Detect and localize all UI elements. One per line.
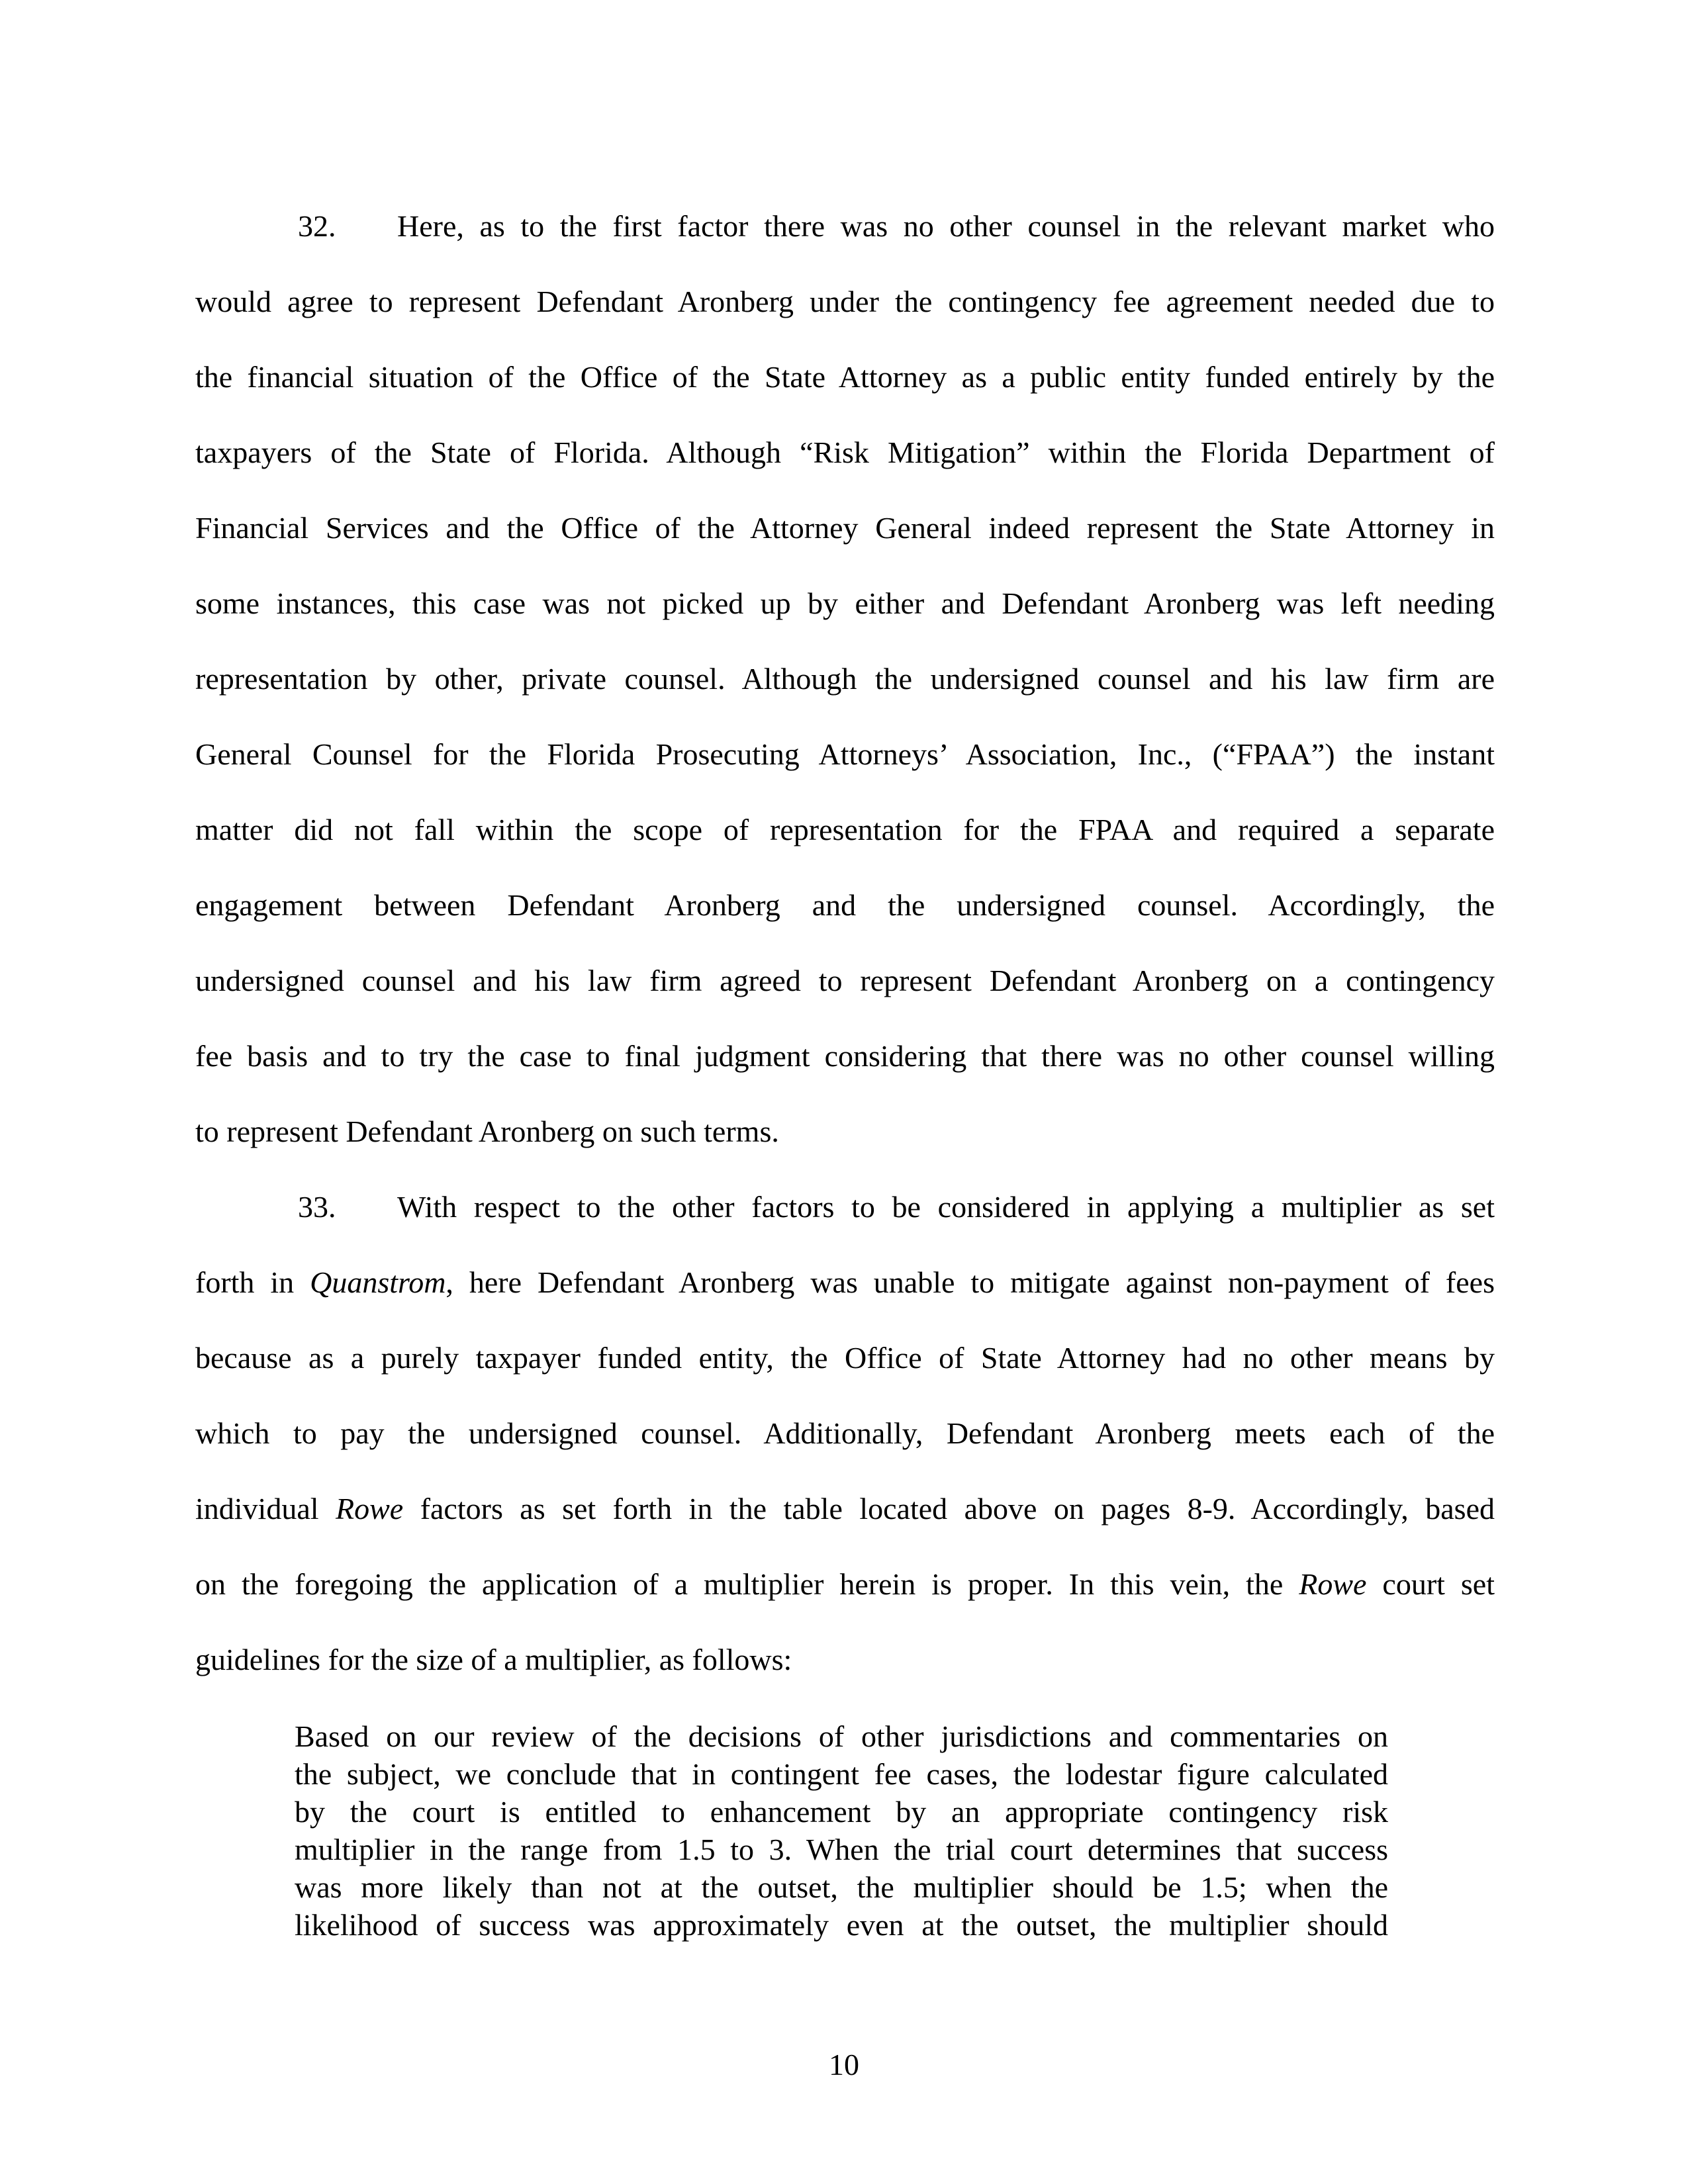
text-run: which to pay the undersigned counsel. Additionally, Defendant Aronberg meets each of the [195, 1416, 1495, 1450]
text-line [195, 340, 1495, 415]
text-line [195, 490, 1495, 566]
paragraph-number: 32. [298, 209, 336, 243]
text-line [295, 1831, 1388, 1868]
text-run: the subject, we conclude that in contingent fee cases, the lodestar figure calculated [295, 1757, 1388, 1791]
text-run: taxpayers of the State of Florida. Although “Risk Mitigation” within the Florida Department of [195, 435, 1495, 469]
text-line [195, 1169, 1495, 1245]
text-line [195, 1320, 1495, 1396]
text-run: Based on our review of the decisions of other jurisdictions and commentaries on [295, 1719, 1388, 1753]
case-name-italic: Rowe [336, 1492, 404, 1525]
text-line [195, 717, 1495, 792]
paragraph-number: 33. [298, 1190, 336, 1224]
text-line [195, 943, 1495, 1019]
page-number: 10 [829, 2048, 859, 2081]
text-line [195, 1547, 1495, 1622]
text-run: was more likely than not at the outset, the multiplier should be 1.5; when the [295, 1870, 1388, 1904]
text-run: guidelines for the size of a multiplier, as follows: [195, 1643, 792, 1676]
text-run: because as a purely taxpayer funded entity, the Office of State Attorney had no other means by [195, 1341, 1495, 1375]
text-line [195, 189, 1495, 264]
body-text [195, 189, 1495, 1698]
text-run: individual [195, 1492, 336, 1525]
text-run: engagement between Defendant Aronberg and the undersigned counsel. Accordingly, the [195, 888, 1495, 922]
text-run: would agree to represent Defendant Aronberg under the contingency fee agreement needed due to [195, 285, 1495, 318]
text-line [295, 1868, 1388, 1906]
text-line [195, 1471, 1495, 1547]
text-run: Here, as to the first factor there was no other counsel in the relevant market who [397, 209, 1495, 243]
text-line [295, 1717, 1388, 1755]
text-run: forth in [195, 1265, 310, 1299]
text-line [195, 264, 1495, 340]
text-line [295, 1906, 1388, 1944]
text-line [195, 1019, 1495, 1094]
text-line [195, 792, 1495, 868]
text-run: to represent Defendant Aronberg on such terms. [195, 1115, 779, 1148]
blockquote [295, 1717, 1388, 1944]
text-run: by the court is entitled to enhancement by an appropriate contingency risk [295, 1795, 1388, 1829]
text-run: , here Defendant Aronberg was unable to mitigate against non-payment of fees [445, 1265, 1495, 1299]
text-line [195, 415, 1495, 490]
text-run: court set [1366, 1567, 1495, 1601]
text-line [195, 566, 1495, 641]
text-run: the financial situation of the Office of the State Attorney as a public entity funded entirely by the [195, 360, 1495, 394]
text-run: likelihood of success was approximately even at the outset, the multiplier should [295, 1908, 1388, 1942]
text-line [295, 1755, 1388, 1793]
text-run: undersigned counsel and his law firm agreed to represent Defendant Aronberg on a contingency [195, 964, 1495, 997]
text-line [195, 868, 1495, 943]
text-line [195, 1094, 1495, 1169]
text-line [195, 641, 1495, 717]
text-run: on the foregoing the application of a multiplier herein is proper. In this vein, the [195, 1567, 1299, 1601]
text-line [295, 1793, 1388, 1831]
text-line [195, 1245, 1495, 1320]
text-run: representation by other, private counsel. Although the undersigned counsel and his law firm are [195, 662, 1495, 696]
text-run: some instances, this case was not picked up by either and Defendant Aronberg was left needing [195, 586, 1495, 620]
text-run: multiplier in the range from 1.5 to 3. When the trial court determines that success [295, 1833, 1388, 1866]
text-run: factors as set forth in the table located above on pages 8-9. Accordingly, based [403, 1492, 1495, 1525]
text-line [195, 1622, 1495, 1698]
text-run: matter did not fall within the scope of representation for the FPAA and required a separate [195, 813, 1495, 846]
text-run: General Counsel for the Florida Prosecuting Attorneys’ Association, Inc., (“FPAA”) the instant [195, 737, 1495, 771]
text-run: fee basis and to try the case to final judgment considering that there was no other counsel willing [195, 1039, 1495, 1073]
case-name-italic: Rowe [1299, 1567, 1367, 1601]
text-run: Financial Services and the Office of the Attorney General indeed represent the State Attorney in [195, 511, 1495, 545]
text-run: With respect to the other factors to be considered in applying a multiplier as set [397, 1190, 1495, 1224]
case-name-italic: Quanstrom [310, 1265, 446, 1299]
text-line [195, 1396, 1495, 1471]
